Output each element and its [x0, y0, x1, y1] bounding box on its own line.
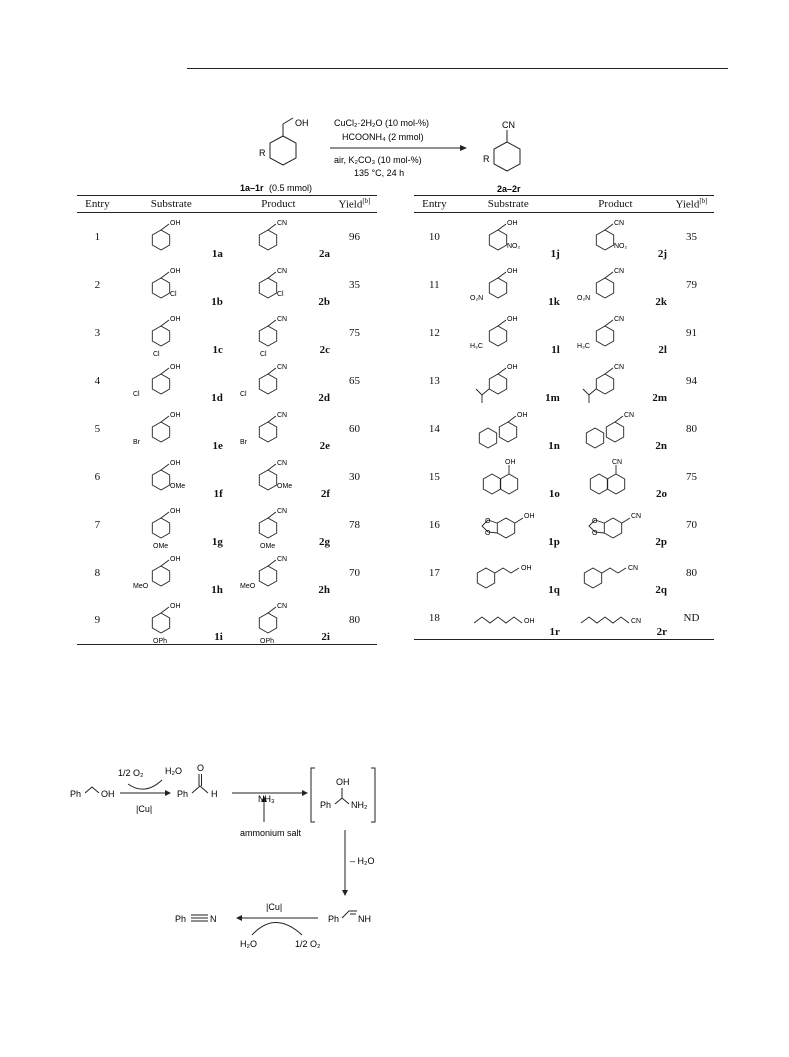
yield-cell: 70	[348, 566, 360, 579]
substrate-cell	[118, 501, 225, 549]
table-row	[77, 213, 377, 261]
substrate-cell	[118, 357, 225, 405]
svg-text:O: O	[592, 517, 598, 525]
substrate-cell	[455, 597, 562, 640]
svg-text:CN: CN	[277, 603, 288, 611]
col-entry: Entry	[414, 196, 455, 213]
entry-cell: 10	[428, 230, 440, 243]
product-cell	[225, 213, 332, 261]
product-label: 2m	[652, 391, 667, 404]
substrate-label: 1b	[211, 295, 223, 308]
substrate-cell	[455, 357, 562, 405]
product-cell	[562, 549, 669, 597]
col-substrate: Substrate	[118, 196, 225, 213]
table-row	[414, 309, 714, 357]
mech-nh3: NH₃	[258, 794, 275, 804]
product-cell	[562, 597, 669, 640]
svg-text:OH: OH	[507, 219, 518, 227]
substrate-cell	[118, 261, 225, 309]
substrate-cell	[118, 309, 225, 357]
svg-text:MeO: MeO	[240, 582, 256, 590]
product-label: 2j	[657, 247, 667, 260]
product-label: 2c	[319, 343, 330, 356]
table-header	[77, 196, 377, 213]
product-structure	[575, 504, 655, 546]
svg-text:Br: Br	[240, 438, 248, 446]
yield-cell: 79	[685, 278, 697, 291]
yield-cell: 80	[685, 566, 697, 579]
mech-cu-2: |Cu|	[266, 902, 283, 912]
svg-text:OH: OH	[524, 617, 535, 625]
product-label: 2k	[655, 295, 667, 308]
table-row	[77, 405, 377, 453]
substrate-structure	[270, 118, 296, 165]
entry-cell: 8	[94, 566, 101, 579]
product-label: 2n	[655, 439, 667, 452]
substrate-label: 1p	[548, 535, 560, 548]
entry-cell: 14	[428, 422, 440, 435]
table-row	[77, 309, 377, 357]
svg-text:CN: CN	[277, 507, 288, 515]
col-entry: Entry	[77, 196, 118, 213]
product-label: 2d	[318, 391, 330, 404]
reagent-line1: CuCl₂·2H₂O (10 mol-%)	[334, 118, 430, 128]
substrate-cell	[455, 405, 562, 453]
svg-text:O₂N: O₂N	[470, 294, 484, 302]
svg-text:CN: CN	[614, 267, 625, 275]
svg-text:OMe: OMe	[153, 542, 169, 550]
mech-h2o: H₂O	[165, 766, 182, 776]
svg-text:OH: OH	[170, 315, 181, 323]
svg-text:Br: Br	[133, 438, 141, 446]
svg-text:NO₂: NO₂	[614, 242, 628, 250]
mech-nitrile-n: N	[210, 914, 217, 924]
entry-cell: 15	[428, 470, 440, 483]
yield-cell: 80	[332, 597, 377, 645]
substrate-structure	[131, 456, 211, 498]
product-cell	[562, 213, 669, 261]
svg-text:Cl: Cl	[153, 350, 160, 358]
product-structure	[575, 597, 655, 639]
results-table-left	[77, 195, 377, 645]
table-right	[414, 195, 714, 640]
product-cell	[225, 357, 332, 405]
svg-text:OMe: OMe	[260, 542, 276, 550]
product-structure	[238, 456, 318, 498]
mech-start-oh: OH	[101, 789, 115, 799]
substrate-label: 1c	[212, 343, 223, 356]
yield-cell: 60	[348, 422, 360, 435]
mech-imine-ph: Ph	[328, 914, 340, 924]
product-r: R	[483, 154, 490, 164]
svg-text:OH: OH	[170, 603, 181, 611]
substrate-amount: (0.5 mmol)	[269, 183, 313, 193]
product-label: 2a	[318, 247, 330, 260]
condition-line2: 135 °C, 24 h	[354, 168, 405, 178]
product-cn: CN	[502, 120, 515, 130]
col-product: Product	[225, 196, 332, 213]
product-label: 2h	[318, 583, 330, 596]
mech-half-o2: 1/2 O₂	[118, 768, 144, 778]
yield-cell: 96	[348, 230, 360, 243]
yield-cell: 30	[348, 470, 360, 483]
substrate-cell	[118, 597, 225, 645]
yield-cell: 65	[348, 374, 360, 387]
svg-text:O: O	[485, 517, 491, 525]
product-structure	[575, 360, 655, 402]
substrate-structure	[468, 552, 548, 594]
svg-text:CN: CN	[277, 411, 288, 419]
table-row	[414, 597, 714, 640]
table-row	[414, 357, 714, 405]
mech-imine-nh: NH	[358, 914, 371, 924]
mech-int-ph: Ph	[320, 800, 332, 810]
svg-text:OH: OH	[507, 363, 518, 371]
substrate-structure	[468, 264, 548, 306]
svg-text:OH: OH	[507, 315, 518, 323]
yield-cell: 78	[348, 518, 360, 531]
substrate-structure	[131, 216, 211, 258]
product-label: 2b	[318, 295, 330, 308]
substrate-structure	[468, 216, 548, 258]
substrate-structure	[468, 312, 548, 354]
product-structure	[575, 264, 655, 306]
mech-cu: |Cu|	[136, 804, 153, 814]
entry-cell: 13	[428, 374, 440, 387]
substrate-label: 1a	[211, 247, 223, 260]
table-row	[414, 405, 714, 453]
mech-int-nh2: NH₂	[351, 800, 368, 810]
entry-cell: 1	[94, 230, 101, 243]
table-row	[414, 549, 714, 597]
entry-cell: 7	[94, 518, 101, 531]
substrate-structure	[131, 408, 211, 450]
svg-text:CN: CN	[614, 315, 625, 323]
substrate-label: 1r	[549, 625, 560, 638]
product-cell	[562, 309, 669, 357]
col-yield: Yield[b]	[332, 196, 377, 213]
svg-text:OMe: OMe	[277, 482, 293, 490]
entry-cell: 18	[414, 597, 455, 640]
table-row	[77, 597, 377, 645]
product-structure	[575, 408, 655, 450]
substrate-structure	[468, 597, 548, 639]
table-row	[77, 261, 377, 309]
product-cell	[562, 261, 669, 309]
svg-text:Cl: Cl	[170, 290, 177, 298]
svg-text:CN: CN	[277, 315, 288, 323]
product-structure	[494, 130, 520, 171]
product-structure	[238, 360, 318, 402]
substrate-label: 1e	[212, 439, 223, 452]
substrate-oh: OH	[295, 118, 309, 128]
svg-text:NO₂: NO₂	[507, 242, 521, 250]
substrate-cell	[455, 549, 562, 597]
substrate-label: 1i	[214, 631, 223, 643]
product-label: 2l	[658, 343, 667, 356]
product-cell	[562, 501, 669, 549]
svg-text:CN: CN	[631, 617, 642, 625]
svg-text:CN: CN	[277, 219, 288, 227]
substrate-structure	[468, 504, 548, 546]
product-cell	[225, 405, 332, 453]
product-structure	[238, 552, 318, 594]
substrate-label: 1f	[213, 487, 223, 500]
entry-cell: 6	[94, 470, 101, 483]
svg-text:Cl: Cl	[240, 390, 248, 398]
substrate-structure	[131, 552, 211, 594]
entry-cell: 5	[94, 422, 101, 435]
product-structure	[238, 408, 318, 450]
product-structure	[575, 312, 655, 354]
entry-cell: 3	[94, 326, 101, 339]
mech-h2o-2: H₂O	[240, 939, 257, 949]
svg-text:OH: OH	[170, 267, 181, 275]
svg-text:Cl: Cl	[133, 390, 140, 398]
product-label: 2e	[319, 439, 330, 452]
svg-text:CN: CN	[614, 219, 625, 227]
mech-aldehyde-ph: Ph	[177, 789, 189, 799]
table-row	[414, 501, 714, 549]
svg-text:OH: OH	[170, 459, 181, 467]
table-row	[414, 261, 714, 309]
substrate-label: 1k	[548, 295, 560, 308]
substrate-label: 1a–1r	[240, 183, 264, 193]
yield-cell: 91	[685, 326, 697, 339]
svg-text:CN: CN	[277, 555, 288, 563]
substrate-structure	[131, 599, 211, 646]
substrate-cell	[118, 405, 225, 453]
substrate-label: 1l	[551, 343, 560, 356]
mech-ammonium: ammonium salt	[240, 828, 302, 838]
reaction-scheme	[240, 112, 580, 196]
entry-cell: 17	[428, 566, 440, 579]
product-cell	[225, 501, 332, 549]
table-row	[77, 453, 377, 501]
substrate-structure	[468, 408, 548, 450]
svg-text:OMe: OMe	[170, 482, 186, 490]
product-cell	[562, 453, 669, 501]
substrate-structure	[131, 504, 211, 550]
substrate-label: 1n	[548, 439, 560, 452]
entry-cell: 4	[94, 374, 101, 387]
table-row	[77, 549, 377, 597]
entry-cell: 11	[429, 278, 440, 291]
substrate-cell	[118, 213, 225, 261]
product-structure	[238, 312, 318, 358]
col-yield: Yield[b]	[669, 196, 714, 213]
product-structure	[238, 599, 318, 646]
svg-text:OH: OH	[521, 564, 532, 572]
substrate-cell	[118, 549, 225, 597]
yield-cell: 35	[348, 278, 360, 291]
substrate-structure	[468, 360, 548, 402]
entry-cell: 9	[77, 597, 118, 645]
substrate-label: 1h	[211, 583, 223, 596]
table-row	[414, 213, 714, 261]
yield-cell: 70	[685, 518, 697, 531]
svg-text:OH: OH	[505, 458, 516, 466]
svg-text:Cl: Cl	[277, 290, 285, 298]
svg-text:H₃C: H₃C	[470, 342, 484, 350]
svg-text:CN: CN	[277, 363, 288, 371]
svg-text:OPh: OPh	[153, 638, 168, 646]
entry-cell: 16	[428, 518, 440, 531]
col-substrate: Substrate	[455, 196, 562, 213]
mechanism-scheme	[70, 760, 390, 960]
yield-cell: 94	[685, 374, 697, 387]
reagent-line2: HCOONH₄ (2 mmol)	[342, 132, 424, 142]
table-header	[414, 196, 714, 213]
svg-text:OH: OH	[517, 411, 528, 419]
product-structure	[575, 552, 655, 594]
svg-text:CN: CN	[614, 363, 625, 371]
substrate-cell	[455, 261, 562, 309]
entry-cell: 2	[94, 278, 101, 291]
svg-text:MeO: MeO	[133, 582, 149, 590]
svg-text:O: O	[485, 529, 491, 537]
product-label: 2i	[321, 631, 330, 643]
product-cell	[225, 309, 332, 357]
substrate-cell	[455, 453, 562, 501]
condition-line1: air, K₂CO₃ (10 mol-%)	[334, 155, 422, 165]
product-label: 2a–2r	[497, 184, 521, 194]
table-row	[77, 501, 377, 549]
yield-cell: 75	[348, 326, 360, 339]
header-rule	[187, 68, 728, 69]
table-row	[414, 453, 714, 501]
svg-text:O₂N: O₂N	[577, 294, 591, 302]
product-label: 2g	[318, 535, 330, 548]
table-left	[77, 195, 377, 645]
substrate-cell	[118, 453, 225, 501]
mech-aldehyde-o: O	[197, 763, 205, 773]
substrate-structure	[131, 360, 211, 402]
results-table-right	[414, 195, 714, 640]
yield-cell: ND	[669, 597, 714, 640]
svg-text:CN: CN	[624, 411, 635, 419]
substrate-label: 1m	[545, 391, 560, 404]
svg-text:CN: CN	[612, 458, 623, 466]
mech-half-o2-2: 1/2 O₂	[295, 939, 321, 949]
substrate-label: 1g	[211, 535, 223, 548]
svg-text:OH: OH	[170, 411, 181, 419]
svg-text:OH: OH	[170, 555, 181, 563]
substrate-cell	[455, 501, 562, 549]
substrate-cell	[455, 309, 562, 357]
product-cell	[225, 549, 332, 597]
substrate-structure	[131, 264, 211, 306]
yield-cell: 35	[685, 230, 697, 243]
product-cell	[225, 597, 332, 645]
substrate-label: 1j	[550, 247, 560, 260]
mech-int-oh: OH	[336, 777, 350, 787]
product-structure	[575, 216, 655, 258]
product-structure	[575, 456, 655, 498]
svg-text:OH: OH	[170, 363, 181, 371]
svg-text:OPh: OPh	[260, 638, 275, 646]
svg-text:OH: OH	[170, 507, 181, 515]
product-label: 2q	[655, 583, 667, 596]
yield-cell: 75	[685, 470, 697, 483]
mech-minus-h2o: – H₂O	[350, 856, 375, 866]
product-label: 2f	[320, 487, 330, 500]
product-cell	[562, 357, 669, 405]
product-label: 2p	[655, 535, 667, 548]
product-structure	[238, 216, 318, 258]
mech-start-ph: Ph	[70, 789, 82, 799]
svg-text:CN: CN	[631, 512, 642, 520]
substrate-label: 1d	[211, 391, 223, 404]
product-structure	[238, 504, 318, 550]
substrate-label: 1o	[548, 487, 560, 500]
substrate-r: R	[259, 148, 266, 158]
product-label: 2o	[655, 487, 667, 500]
svg-text:H₃C: H₃C	[577, 342, 591, 350]
entry-cell: 12	[428, 326, 440, 339]
mech-aldehyde-h: H	[211, 789, 218, 799]
product-structure	[238, 264, 318, 306]
substrate-structure	[131, 312, 211, 358]
product-cell	[225, 453, 332, 501]
svg-text:CN: CN	[628, 564, 639, 572]
svg-text:Cl: Cl	[260, 350, 268, 358]
substrate-cell	[455, 213, 562, 261]
svg-text:OH: OH	[507, 267, 518, 275]
col-product: Product	[562, 196, 669, 213]
substrate-label: 1q	[548, 583, 560, 596]
mech-nitrile-ph: Ph	[175, 914, 187, 924]
product-cell	[225, 261, 332, 309]
svg-text:O: O	[592, 529, 598, 537]
product-label: 2r	[656, 625, 667, 638]
svg-text:OH: OH	[170, 219, 181, 227]
substrate-structure	[468, 456, 548, 498]
svg-text:CN: CN	[277, 459, 288, 467]
yield-cell: 80	[685, 422, 697, 435]
table-row	[77, 357, 377, 405]
svg-text:OH: OH	[524, 512, 535, 520]
svg-text:CN: CN	[277, 267, 288, 275]
product-cell	[562, 405, 669, 453]
